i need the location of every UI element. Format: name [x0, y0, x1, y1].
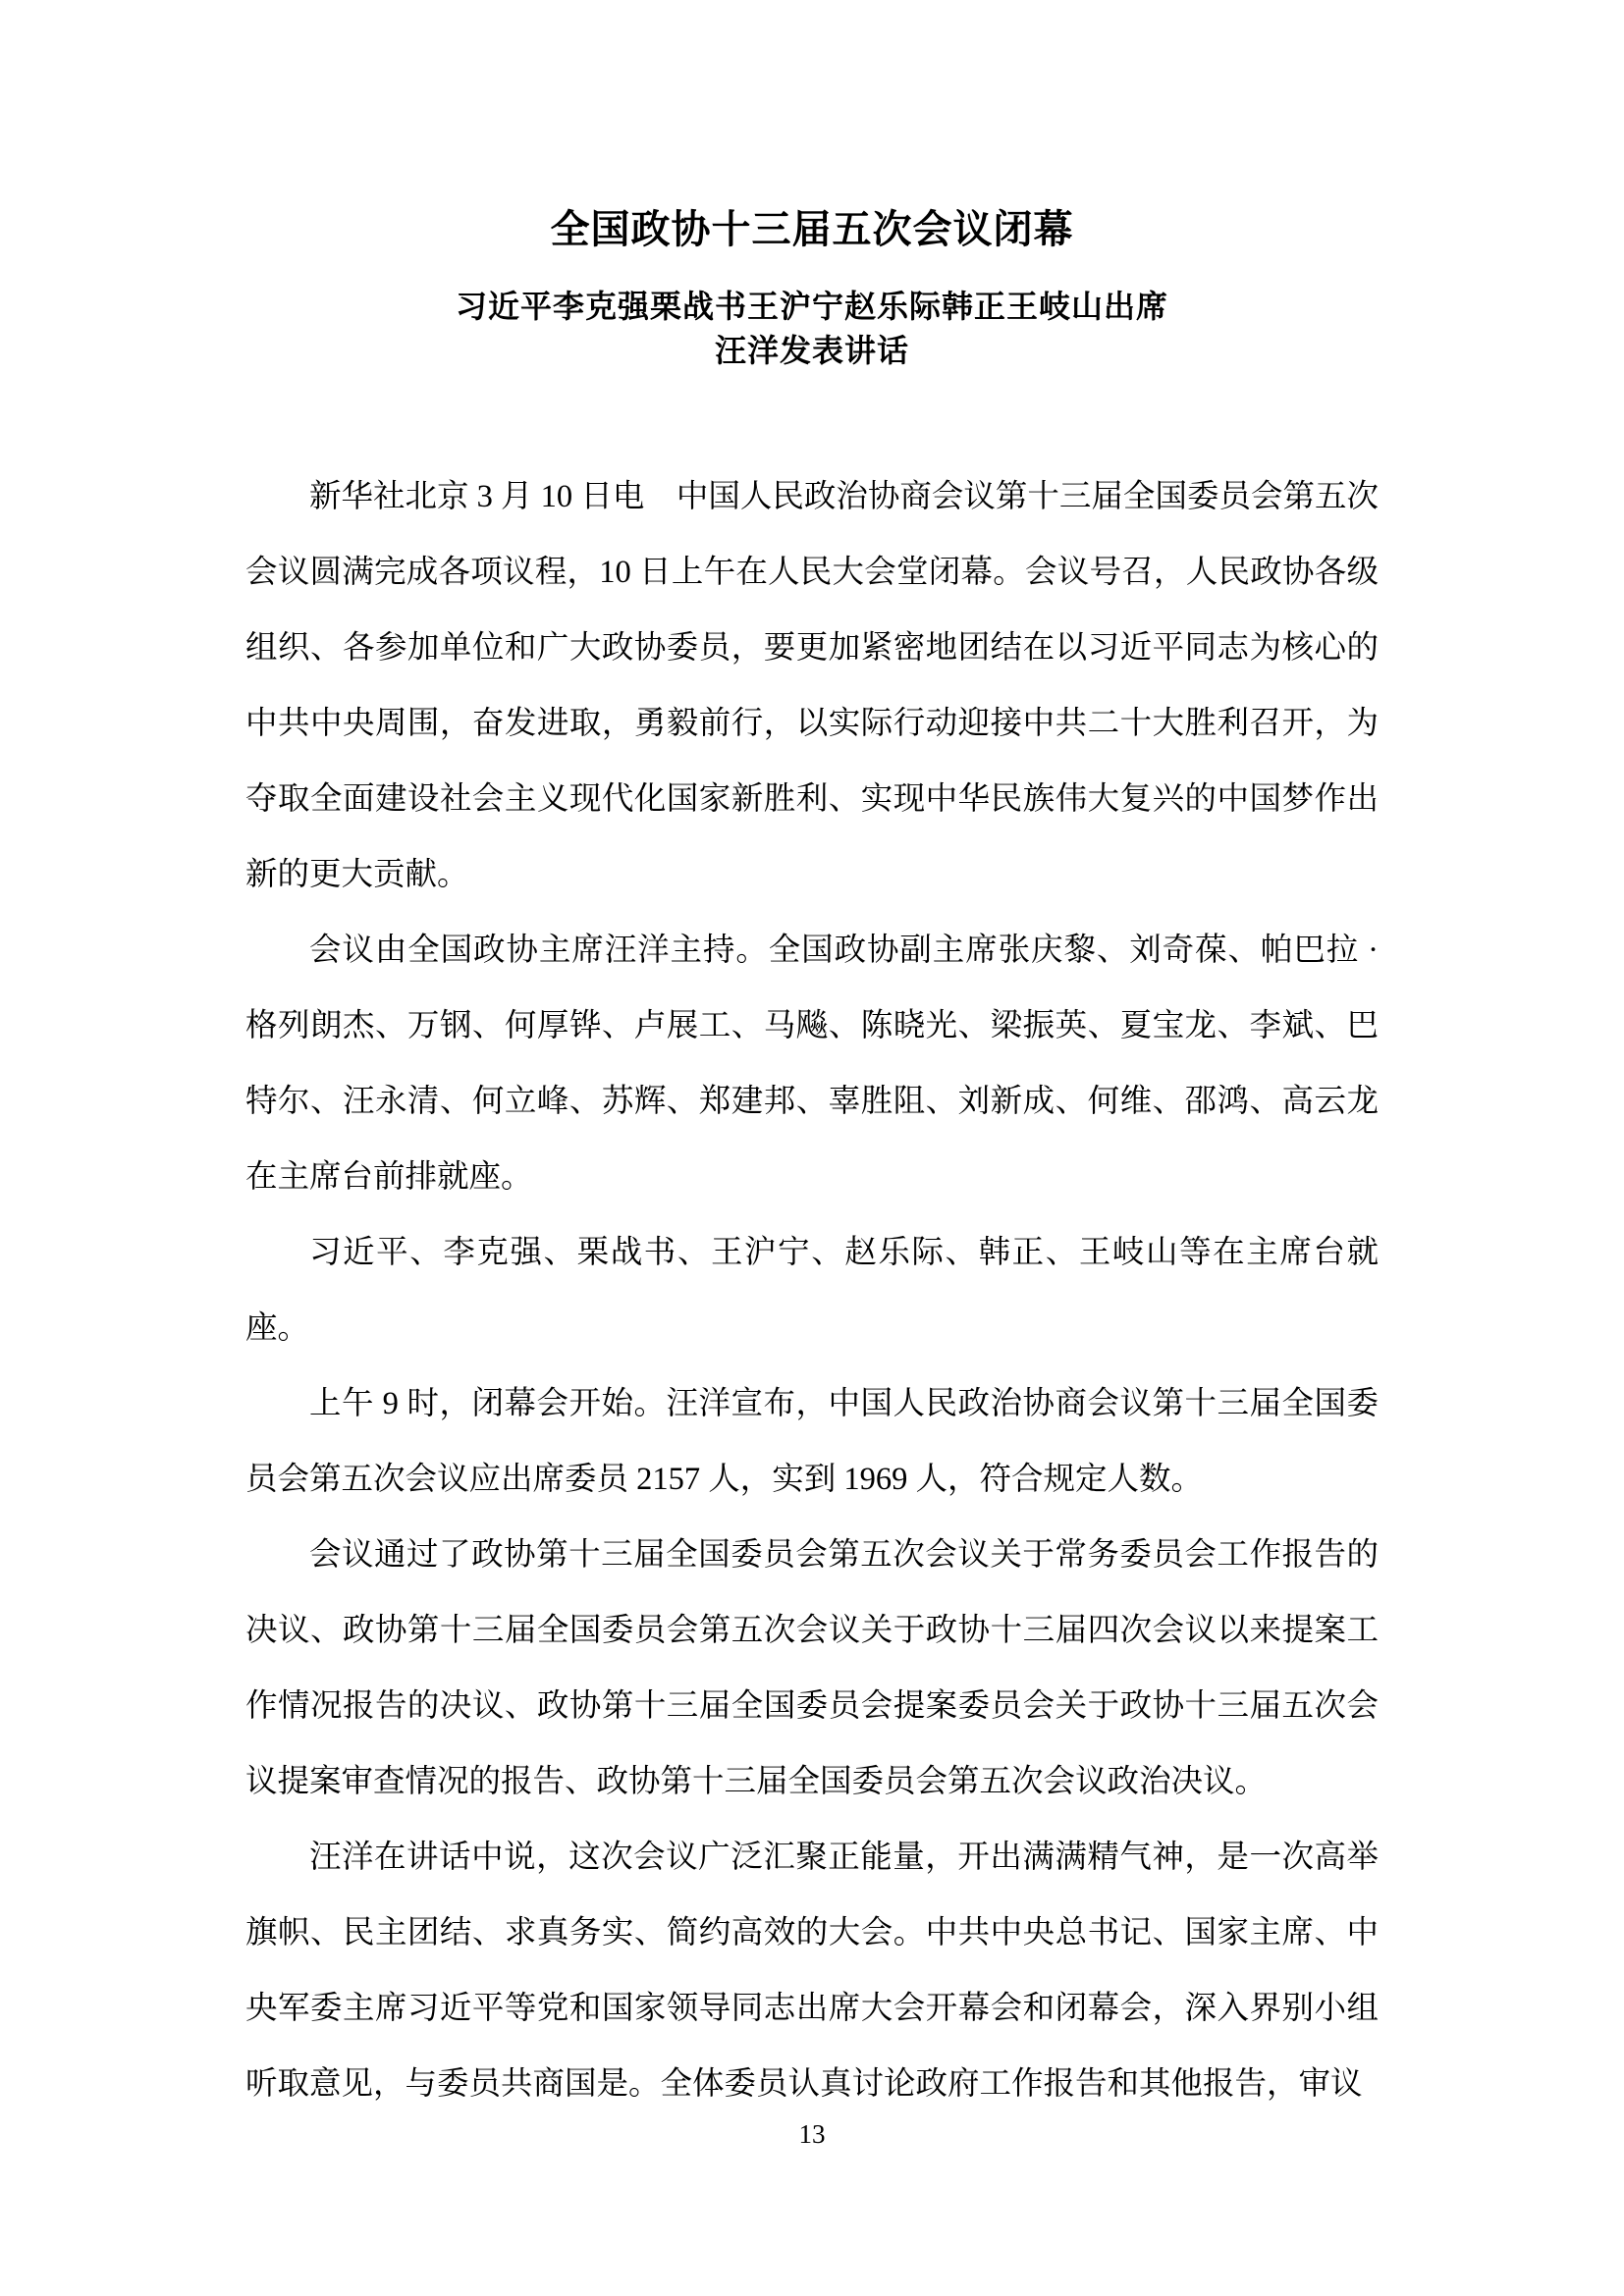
body-paragraph-3: 习近平、李克强、栗战书、王沪宁、赵乐际、韩正、王岐山等在主席台就座。: [245, 1235, 1379, 1346]
document-subtitle-line-1: 习近平李克强栗战书王沪宁赵乐际韩正王岐山出席: [455, 289, 1168, 324]
page-number: 13: [798, 2119, 826, 2149]
body-paragraph-1: 新华社北京 3 月 10 日电 中国人民政治协商会议第十三届全国委员会第五次会议圆满完成各项议程，10 日上午在人民大会堂闭幕。会议号召，人民政协各级组织、各参加单位和广大政协委员，要更加紧密地团结在以习近平同志为核心的中共中央周围，奋发进取，勇毅前行，以实际行动迎接中共二十大胜利召开，为夺取全面建设社会主义现代化国家新胜利、实现中华民族伟大复兴的中国梦作出新的更大贡献。: [245, 479, 1379, 892]
document-body: [245, 459, 1379, 2122]
document-subtitle-block: [0, 285, 1624, 373]
document-title: 全国政协十三届五次会议闭幕: [550, 208, 1074, 251]
body-paragraph-5: 会议通过了政协第十三届全国委员会第五次会议关于常务委员会工作报告的决议、政协第十三届全国委员会第五次会议关于政协十三届四次会议以来提案工作情况报告的决议、政协第十三届全国委员会提案委员会关于政协十三届五次会议提案审查情况的报告、政协第十三届全国委员会第五次会议政治决议。: [245, 1537, 1379, 1799]
body-paragraph-2: 会议由全国政协主席汪洋主持。全国政协副主席张庆黎、刘奇葆、帕巴拉 ·格列朗杰、万钢、何厚铧、卢展工、马飚、陈晓光、梁振英、夏宝龙、李斌、巴特尔、汪永清、何立峰、苏辉、郑建邦、辜胜阻、刘新成、何维、邵鸿、高云龙在主席台前排就座。: [245, 933, 1379, 1195]
body-paragraph-6: 汪洋在讲话中说，这次会议广泛汇聚正能量，开出满满精气神，是一次高举旗帜、民主团结、求真务实、简约高效的大会。中共中央总书记、国家主席、中央军委主席习近平等党和国家领导同志出席大会开幕会和闭幕会，深入界别小组听取意见，与委员共商国是。全体委员认真讨论政府工作报告和其他报告，审议: [245, 1840, 1379, 2102]
body-paragraph-4: 上午 9 时，闭幕会开始。汪洋宣布，中国人民政治协商会议第十三届全国委员会第五次会议应出席委员 2157 人，实到 1969 人，符合规定人数。: [245, 1386, 1379, 1497]
document-subtitle-line-2: 汪洋发表讲话: [714, 333, 909, 368]
